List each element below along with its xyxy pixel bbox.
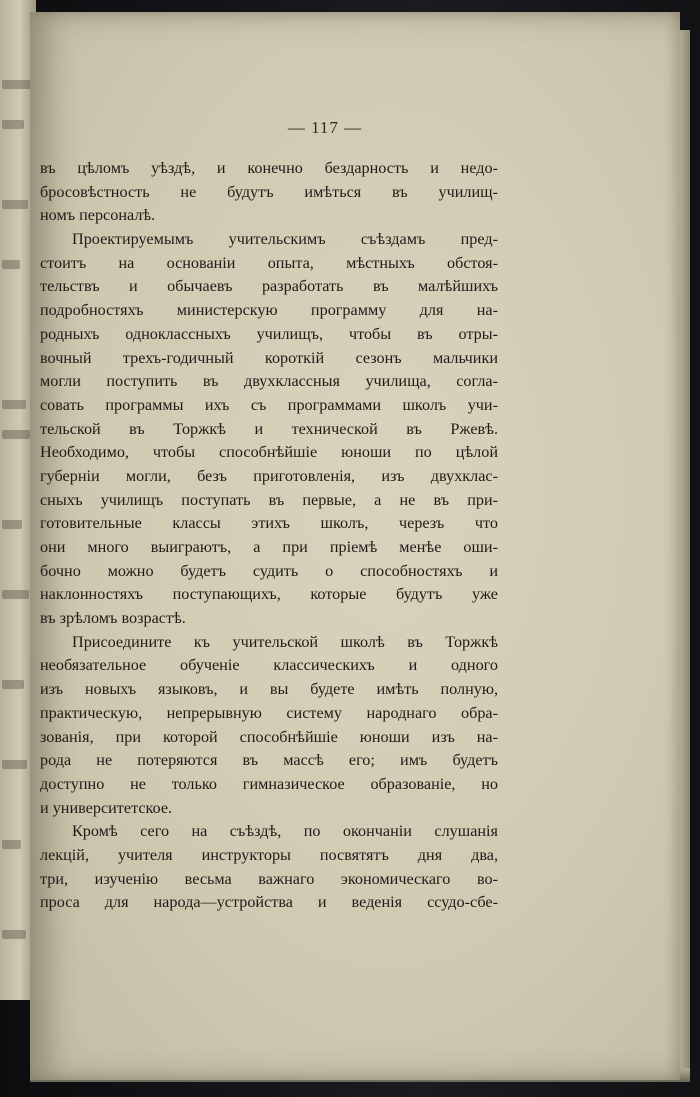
body-text: [40, 157, 498, 915]
text-line: подробностяхъ министерскую программу для на-: [40, 301, 498, 320]
book-page: [30, 12, 680, 1080]
text-line: они много выиграютъ, а при пріемѣ менѣе оши-: [40, 538, 498, 556]
text-line: совать программы ихъ съ программами школъ учи-: [40, 395, 498, 414]
text-line: родныхъ одноклассныхъ училищъ, чтобы въ отры-: [40, 324, 498, 343]
text-line: могли поступить въ двухклассныя училища, согла-: [40, 372, 498, 391]
text-line: сныхъ училищъ поступать въ первые, а не въ при-: [40, 490, 498, 509]
text-line: въ цѣломъ уѣздѣ, и конечно бездарность и недо-: [40, 159, 498, 177]
text-line: готовительные классы этихъ школъ, черезъ что: [40, 514, 498, 533]
page-number: — 117 —: [287, 118, 363, 137]
text-line: тельствъ и обычаевъ разработать въ малѣйшихъ: [40, 277, 498, 296]
text-line: рода не потеряются въ массѣ его; имъ будетъ: [40, 751, 498, 770]
text-line: тельской въ Торжкѣ и технической въ Ржевѣ.: [40, 419, 498, 438]
text-line: Кромѣ сего на съѣздѣ, по окончаніи слушанія: [72, 822, 498, 841]
text-line: три, изученію весьма важнаго экономическаго во-: [40, 869, 498, 888]
text-line: Необходимо, чтобы способнѣйшіе юноши по цѣлой: [40, 443, 498, 462]
text-line: лекцій, учителя инструкторы посвятятъ дня два,: [40, 845, 498, 864]
text-line: бочно можно будетъ судить о способностяхъ и: [40, 561, 498, 580]
text-line: номъ персоналѣ.: [40, 206, 156, 225]
text-line: проса для народа—устройства и веденія ссудо-сбе-: [40, 893, 498, 912]
text-line: Присоедините къ учительской школѣ въ Торжкѣ: [72, 632, 498, 651]
text-line: въ зрѣломъ возрастѣ.: [40, 609, 186, 628]
text-line: практическую, непрерывную систему народнаго обра-: [40, 703, 498, 722]
text-line: необязательное обученіе классическихъ и одного: [40, 656, 498, 675]
text-line: стоитъ на основаніи опыта, мѣстныхъ обстоя-: [40, 253, 498, 272]
text-line: наклонностяхъ поступающихъ, которые будутъ уже: [40, 585, 498, 604]
text-line: изъ новыхъ языковъ, и вы будете имѣть полную,: [40, 680, 498, 699]
text-line: Проектируемымъ учительскимъ съѣздамъ пред-: [72, 230, 498, 249]
text-line: губерніи могли, безъ приготовленія, изъ двухклас-: [40, 466, 498, 485]
text-line: доступно не только гимназическое образованіе, но: [40, 774, 498, 793]
text-line: вочный трехъ-годичный короткій сезонъ мальчики: [40, 348, 498, 367]
text-line: зованія, при которой способнѣйшіе юноши изъ на-: [40, 727, 498, 746]
text-line: бросовѣстность не будутъ имѣться въ училищ-: [40, 182, 498, 201]
text-line: и университетское.: [40, 798, 173, 817]
